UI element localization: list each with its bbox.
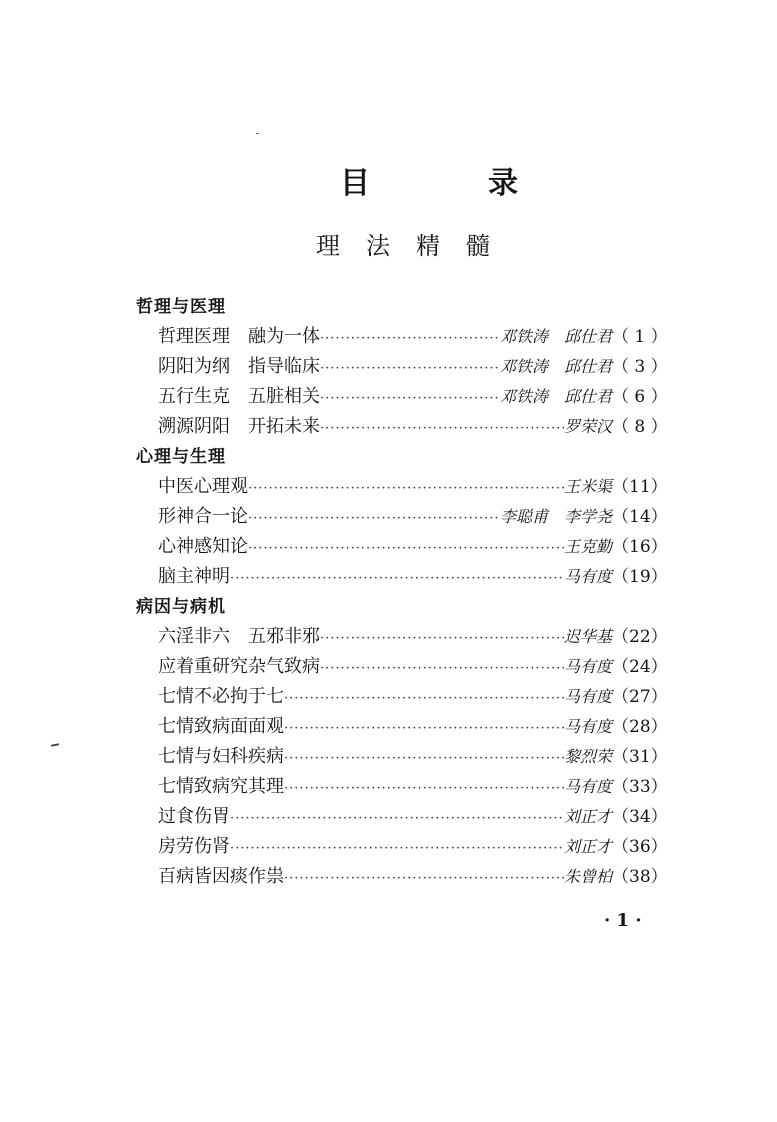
dot-leader [320, 654, 564, 684]
entry-page: （ 6 ） [612, 387, 668, 407]
entry-page: （16） [612, 537, 668, 557]
entry-author: 马有度 [563, 567, 612, 586]
section-heading: 哲理与医理 [136, 297, 226, 317]
entry-author: 马有度 [563, 687, 612, 706]
toc-entry [158, 742, 668, 772]
entry-title: 七情致病面面观 [158, 716, 284, 737]
entry-title: 中医心理观 [158, 476, 248, 497]
entry-author: 马有度 [563, 717, 612, 736]
toc-entry [158, 862, 668, 892]
toc-entry [158, 682, 668, 712]
entry-title: 溯源阴阳 开拓未来 [158, 416, 320, 437]
dot-leader [284, 744, 564, 774]
entry-author: 邓铁涛 邱仕君 [499, 357, 612, 376]
toc-entry [158, 832, 668, 862]
entry-page: （ 8 ） [612, 417, 668, 437]
entry-title: 应着重研究杂气致病 [158, 656, 320, 677]
entry-author: 刘正才 [563, 837, 612, 856]
toc-entry [158, 622, 668, 652]
dot-leader [320, 384, 500, 414]
scan-speck [256, 133, 259, 134]
dot-leader [248, 474, 564, 504]
toc-entry [158, 562, 668, 592]
dot-leader [284, 774, 564, 804]
toc-entry [158, 412, 668, 442]
dot-leader [284, 684, 564, 714]
dot-leader [284, 864, 564, 894]
entry-author: 马有度 [563, 657, 612, 676]
dot-leader [248, 534, 564, 564]
entry-title: 七情不必拘于七 [158, 686, 284, 707]
entry-title: 心神感知论 [158, 536, 248, 557]
entry-page: （38） [612, 867, 668, 887]
toc-entry [158, 652, 668, 682]
entry-title: 脑主神明 [158, 566, 230, 587]
page-number: · 1 · [604, 910, 642, 931]
entry-author: 黎烈荣 [563, 747, 612, 766]
toc-entry [158, 772, 668, 802]
dot-leader [230, 564, 564, 594]
entry-author: 王米渠 [563, 477, 612, 496]
toc-entry [158, 712, 668, 742]
entry-author: 罗荣汉 [563, 417, 612, 436]
toc-entry [158, 502, 668, 532]
entry-title: 阴阳为纲 指导临床 [158, 356, 320, 377]
section-heading: 病因与病机 [136, 597, 226, 617]
entry-page: （36） [612, 837, 668, 857]
entry-author: 李聪甫 李学尧 [499, 507, 612, 526]
toc-entry [158, 532, 668, 562]
entry-title: 七情致病究其理 [158, 776, 284, 797]
entry-author: 邓铁涛 邱仕君 [499, 327, 612, 346]
dot-leader [320, 624, 564, 654]
entry-author: 王克勤 [563, 537, 612, 556]
dot-leader [320, 324, 500, 354]
entry-page: （19） [612, 567, 668, 587]
entry-page: （27） [612, 687, 668, 707]
entry-page: （33） [612, 777, 668, 797]
entry-page: （ 1 ） [612, 327, 668, 347]
entry-title: 形神合一论 [158, 506, 248, 527]
part-title: 理法精髓 [316, 232, 516, 260]
page-title: 目 录 [340, 166, 562, 201]
entry-page: （31） [612, 747, 668, 767]
scan-speck [51, 743, 59, 747]
entry-title: 百病皆因痰作祟 [158, 866, 284, 887]
entry-page: （14） [612, 507, 668, 527]
entry-page: （11） [612, 477, 668, 497]
entry-author: 刘正才 [563, 807, 612, 826]
entry-title: 六淫非六 五邪非邪 [158, 626, 320, 647]
entry-title: 过食伤胃 [158, 806, 230, 827]
entry-title: 房劳伤肾 [158, 836, 230, 857]
toc-entry [158, 802, 668, 832]
entry-page: （24） [612, 657, 668, 677]
entry-author: 马有度 [563, 777, 612, 796]
table-of-contents [136, 292, 668, 892]
dot-leader [320, 414, 564, 444]
entry-page: （ 3 ） [612, 357, 668, 377]
toc-entry [158, 352, 668, 382]
dot-leader [248, 504, 500, 534]
entry-author: 迟华基 [563, 627, 612, 646]
entry-title: 哲理医理 融为一体 [158, 326, 320, 347]
dot-leader [230, 804, 564, 834]
toc-entry [158, 322, 668, 352]
entry-page: （22） [612, 627, 668, 647]
toc-entry [158, 472, 668, 502]
toc-entry [158, 382, 668, 412]
entry-author: 朱曾柏 [563, 867, 612, 886]
entry-page: （28） [612, 717, 668, 737]
entry-page: （34） [612, 807, 668, 827]
entry-title: 五行生克 五脏相关 [158, 386, 320, 407]
dot-leader [284, 714, 564, 744]
dot-leader [230, 834, 564, 864]
section-heading: 心理与生理 [136, 447, 226, 467]
dot-leader [320, 354, 500, 384]
entry-title: 七情与妇科疾病 [158, 746, 284, 767]
entry-author: 邓铁涛 邱仕君 [499, 387, 612, 406]
